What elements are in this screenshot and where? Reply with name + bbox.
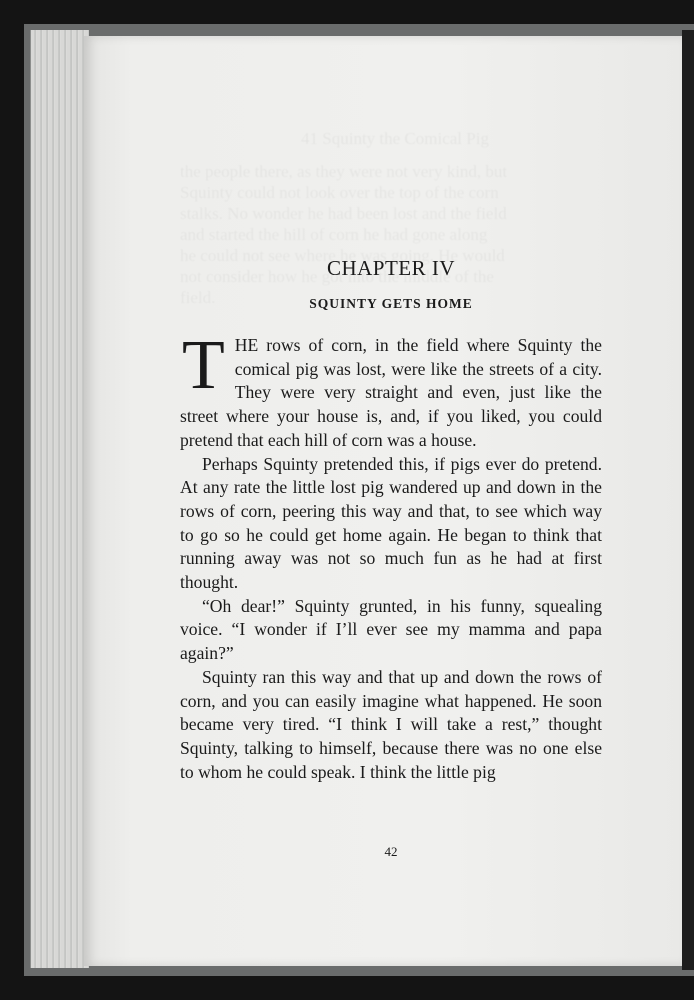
paragraph: “Oh dear!” Squinty grunted, in his funny, squealing voice. “I wonder if I’ll ever see my mamma and papa again?” [180,595,602,664]
chapter-subtitle: SQUINTY GETS HOME [309,296,473,311]
chapter-title: CHAPTER IV [326,256,456,280]
ghost-line [180,182,610,203]
paragraph [180,327,602,453]
ghost-line [180,161,610,182]
drop-cap: T [182,327,225,404]
ghost-line [180,224,610,245]
ghost-line [180,203,610,224]
paragraph-text: HE rows of corn, in the field where Squinty the comical pig was lost, were like the streets of a city. They were very straight and even, just like the street where your house is, and, if you liked, you could pretend that each hill of corn was a house. [180,335,602,450]
paragraph: Squinty ran this way and that up and down the rows of corn, and you can easily imagine what happened. He soon became very tired. “I think I will take a rest,” thought Squinty, talking to himself, because there was no one else to whom he could speak. I think the little pig [180,666,602,782]
ghost-line [180,128,610,149]
book-cover-edge [682,30,694,970]
show-through-text [180,128,610,308]
body-text [180,327,602,784]
paragraph: Perhaps Squinty pretended this, if pigs ever do pretend. At any rate the little lost pig wandered up and down in the rows of corn, peering this way and that, to see which way to go so he could get home again. He began to think that running away was not so much fun as he had at first thought. [180,453,602,593]
page-edges [30,30,89,968]
page-number: 42 [384,844,398,859]
